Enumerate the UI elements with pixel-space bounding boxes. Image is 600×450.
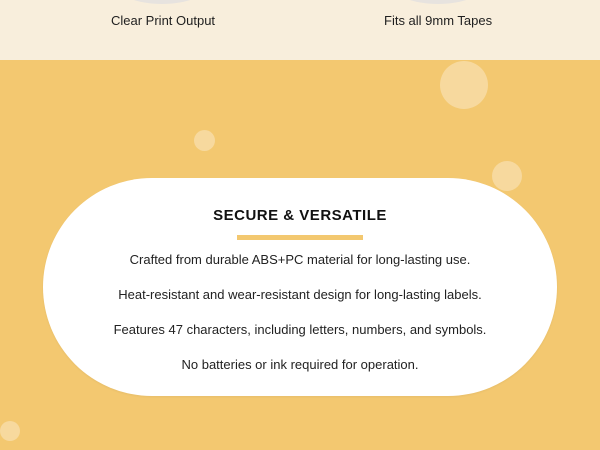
card-feature-line: Heat-resistant and wear-resistant design for long-lasting labels. (118, 287, 482, 302)
card-title: SECURE & VERSATILE (213, 207, 387, 224)
decorative-bubble (0, 421, 20, 441)
feature-card (43, 178, 557, 396)
feature-caption-clear-print: Clear Print Output (111, 13, 216, 28)
decorative-bubble (194, 130, 215, 151)
feature-caption-tape-size: Fits all 9mm Tapes (384, 13, 493, 28)
feature-strip (0, 0, 600, 60)
title-underline (237, 235, 363, 240)
decorative-bubble (440, 61, 488, 109)
secure-versatile-section (0, 60, 600, 450)
card-feature-line: Features 47 characters, including letters, numbers, and symbols. (113, 322, 487, 337)
clear-print-icon (116, 0, 208, 4)
card-feature-line: Crafted from durable ABS+PC material for long-lasting use. (129, 252, 471, 267)
decorative-bubble (492, 161, 522, 191)
card-feature-line: No batteries or ink required for operation. (181, 357, 419, 372)
tape-size-icon (392, 0, 484, 4)
